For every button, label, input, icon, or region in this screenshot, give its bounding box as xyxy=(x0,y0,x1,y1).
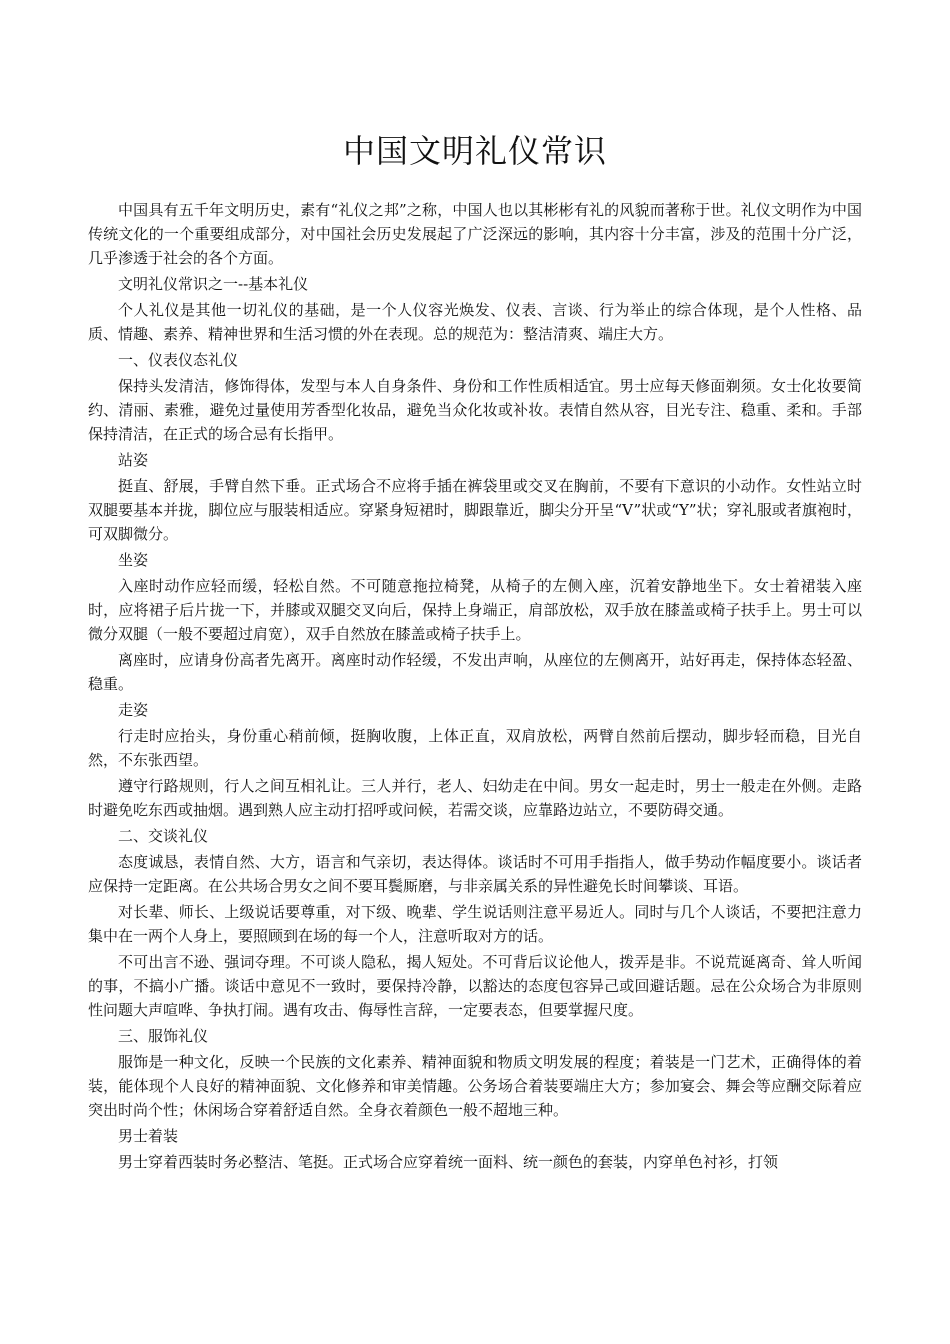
section-heading: 三、服饰礼仪 xyxy=(118,1027,209,1045)
section-heading: 走姿 xyxy=(118,701,149,719)
section-heading: 二、交谈礼仪 xyxy=(118,827,209,845)
body-paragraph: 服饰是一种文化，反映一个民族的文化素养、精神面貌和物质文明发展的程度；着装是一门艺术，正确得体的着装，能体现个人良好的精神面貌、文化修养和审美情趣。公务场合着装要端庄大方；参加宴会、舞会等应酬交际着应突出时尚个性；休闲场合穿着舒适自然。全身衣着颜色一般不超地三种。 xyxy=(88,1053,862,1119)
body-paragraph: 离座时，应请身份高者先离开。离座时动作轻缓，不发出声响，从座位的左侧离开，站好再走，保持体态轻盈、稳重。 xyxy=(88,651,862,693)
section-heading: 一、仪表仪态礼仪 xyxy=(118,351,239,369)
document-page xyxy=(88,128,862,1176)
body-paragraph: 男士穿着西装时务必整洁、笔挺。正式场合应穿着统一面料、统一颜色的套装，内穿单色衬衫，打领 xyxy=(118,1153,779,1171)
body-paragraph: 对长辈、师长、上级说话要尊重，对下级、晚辈、学生说话则注意平易近人。同时与几个人谈话，不要把注意力集中在一两个人身上，要照顾到在场的每一个人，注意听取对方的话。 xyxy=(88,903,862,945)
body-paragraph: 个人礼仪是其他一切礼仪的基础，是一个人仪容光焕发、仪表、言谈、行为举止的综合体现，是个人性格、品质、情趣、素养、精神世界和生活习惯的外在表现。总的规范为：整洁清爽、端庄大方。 xyxy=(88,301,862,343)
body-paragraph: 行走时应抬头，身份重心稍前倾，挺胸收腹，上体正直，双肩放松，两臂自然前后摆动，脚步轻而稳，目光自然，不东张西望。 xyxy=(88,727,862,769)
body-paragraph: 保持头发清洁，修饰得体，发型与本人自身条件、身份和工作性质相适宜。男士应每天修面剃须。女士化妆要简约、清丽、素雅，避免过量使用芳香型化妆品，避免当众化妆或补妆。表情自然从容，目光专注、稳重、柔和。手部保持清洁，在正式的场合忌有长指甲。 xyxy=(88,377,862,443)
body-paragraph: 入座时动作应轻而缓，轻松自然。不可随意拖拉椅凳，从椅子的左侧入座，沉着安静地坐下。女士着裙装入座时，应将裙子后片拢一下，并膝或双腿交叉向后，保持上身端正，肩部放松，双手放在膝盖或椅子扶手上。男士可以微分双腿（一般不要超过肩宽），双手自然放在膝盖或椅子扶手上。 xyxy=(88,577,862,643)
section-heading: 男士着装 xyxy=(118,1127,179,1145)
body-paragraph: 中国具有五千年文明历史，素有“礼仪之邦”之称，中国人也以其彬彬有礼的风貌而著称于世。礼仪文明作为中国传统文化的一个重要组成部分，对中国社会历史发展起了广泛深远的影响，其内容十分丰富，涉及的范围十分广泛，几乎渗透于社会的各个方面。 xyxy=(88,201,862,267)
document-body xyxy=(88,198,862,1174)
document-title: 中国文明礼仪常识 xyxy=(342,132,607,170)
body-paragraph: 挺直、舒展，手臂自然下垂。正式场合不应将手插在裤袋里或交叉在胸前，不要有下意识的小动作。女性站立时双腿要基本并拢，脚位应与服装相适应。穿紧身短裙时，脚跟靠近，脚尖分开呈“V”状或“Y”状；穿礼服或者旗袍时，可双脚微分。 xyxy=(88,477,862,543)
section-heading: 坐姿 xyxy=(118,551,149,569)
body-paragraph: 态度诚恳，表情自然、大方，语言和气亲切，表达得体。谈话时不可用手指指人，做手势动作幅度要小。谈话者应保持一定距离。在公共场合男女之间不要耳鬓厮磨，与非亲属关系的异性避免长时间攀谈、耳语。 xyxy=(88,853,862,895)
body-paragraph: 遵守行路规则，行人之间互相礼让。三人并行，老人、妇幼走在中间。男女一起走时，男士一般走在外侧。走路时避免吃东西或抽烟。遇到熟人应主动打招呼或问候，若需交谈，应靠路边站立，不要防碍交通。 xyxy=(88,777,862,819)
section-heading: 站姿 xyxy=(118,451,149,469)
body-paragraph: 不可出言不逊、强词夺理。不可谈人隐私，揭人短处。不可背后议论他人，拨弄是非。不说荒诞离奇、耸人听闻的事，不搞小广播。谈话中意见不一致时，要保持冷静，以豁达的态度包容异己或回避话题。忌在公众场合为非原则性问题大声喧哗、争执打闹。遇有攻击、侮辱性言辞，一定要表态，但要掌握尺度。 xyxy=(88,953,862,1019)
section-heading: 文明礼仪常识之一--基本礼仪 xyxy=(118,275,309,293)
